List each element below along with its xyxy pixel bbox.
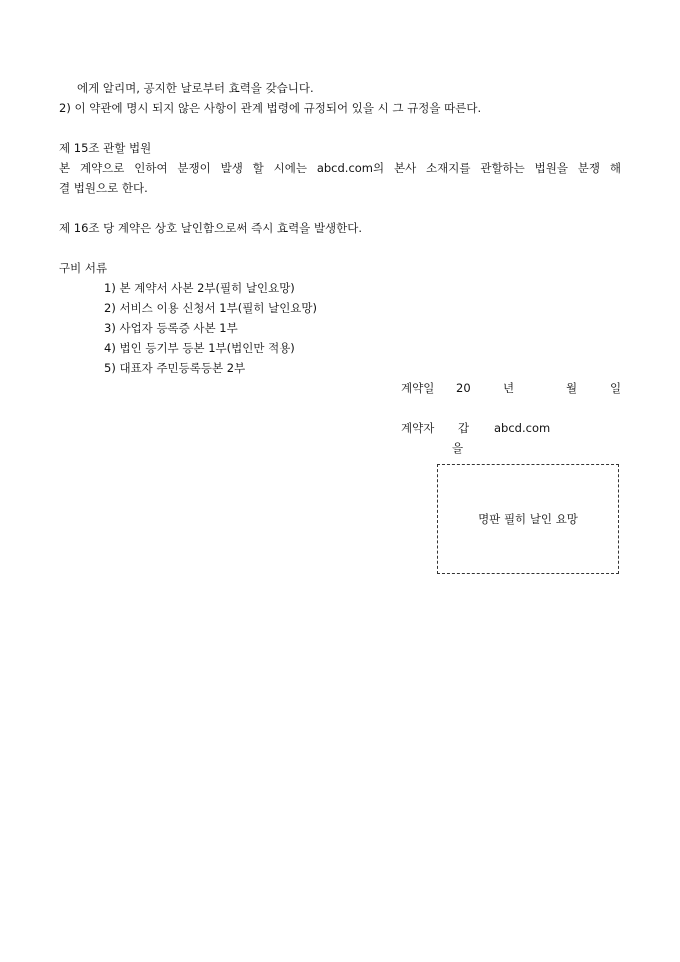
article15-text-line1: 본 계약으로 인하여 분쟁이 발생 할 시에는 abcd.com의 본사 소재지를 관할하는 법원을 분쟁 해 bbox=[59, 161, 621, 175]
article16-text: 제 16조 당 계약은 상호 날인함으로써 즉시 효력을 발생한다. bbox=[59, 221, 363, 235]
documents-title: 구비 서류 bbox=[59, 261, 108, 275]
contractor-label: 계약자 bbox=[401, 421, 435, 435]
contract-year-prefix: 20 bbox=[456, 381, 471, 395]
documents-item: 2) 서비스 이용 신청서 1부(필히 날인요망) bbox=[104, 301, 318, 315]
party-b-label: 을 bbox=[452, 441, 464, 455]
contract-date-label: 계약일 bbox=[401, 381, 435, 395]
contract-day-unit: 일 bbox=[610, 381, 622, 395]
documents-item: 4) 법인 등기부 등본 1부(법인만 적용) bbox=[104, 341, 295, 355]
seal-box-text: 명판 필히 날인 요망 bbox=[478, 512, 578, 526]
documents-item: 1) 본 계약서 사본 2부(필히 날인요망) bbox=[104, 281, 295, 295]
party-a-label: 갑 bbox=[458, 421, 470, 435]
article14-item2: 2) 이 약관에 명시 되지 않은 사항이 관계 법령에 규정되어 있을 시 그 규정을 따른다. bbox=[59, 101, 482, 115]
contract-month-unit: 월 bbox=[566, 381, 578, 395]
documents-item: 5) 대표자 주민등록등본 2부 bbox=[104, 361, 246, 375]
article15-title: 제 15조 관할 법원 bbox=[59, 141, 152, 155]
seal-box bbox=[437, 464, 619, 574]
article14-continuation: 에게 알리며, 공지한 날로부터 효력을 갖습니다. bbox=[77, 81, 314, 95]
article15-text-line2: 결 법원으로 한다. bbox=[59, 181, 148, 195]
party-a-name: abcd.com bbox=[494, 421, 551, 435]
documents-item: 3) 사업자 등록증 사본 1부 bbox=[104, 321, 238, 335]
contract-year-unit: 년 bbox=[503, 381, 515, 395]
